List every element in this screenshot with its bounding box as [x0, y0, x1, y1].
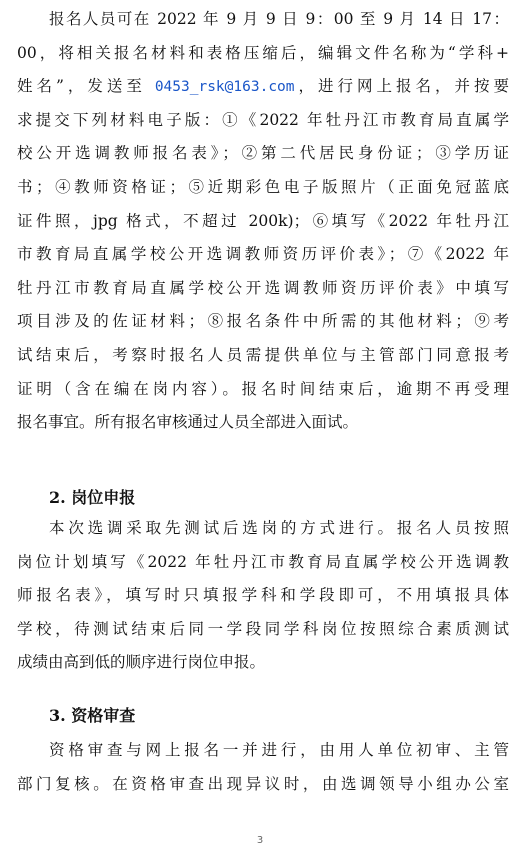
registration-paragraph — [17, 3, 509, 440]
paragraph-line: 校公开选调教师报名表》；②第二代居民身份证；③学历证 — [17, 144, 509, 163]
paragraph-line: 牡丹江市教育局直属学校公开选调教师资历评价表》中填写 — [17, 278, 509, 297]
page-number: 3 — [256, 835, 264, 846]
paragraph-line: 证件照，jpg 格式，不超过 200k)；⑥填写《2022 年牡丹江 — [17, 211, 509, 230]
paragraph-line — [17, 70, 509, 104]
paragraph-line: 书；④教师资格证；⑤近期彩色电子版照片（正面免冠蓝底 — [17, 177, 509, 196]
paragraph-line: 学校，待测试结束后同一学段同学科岗位按照综合素质测试 — [17, 619, 509, 638]
paragraph-line: 资格审查与网上报名一并进行，由用人单位初审、主管 — [49, 741, 509, 759]
position-application-paragraph — [17, 512, 509, 680]
paragraph-line: 部门复核。在资格审查出现异议时，由选调领导小组办公室 — [17, 774, 509, 793]
paragraph-line: 证明（含在编在岗内容）。报名时间结束后，逾期不再受理 — [17, 379, 509, 398]
qualification-review-paragraph — [17, 734, 509, 801]
paragraph-line: 报名人员可在 2022 年 9 月 9 日 9：00 至 9 月 14 日 17： — [49, 10, 509, 28]
paragraph-line: 市教育局直属学校公开选调教师资历评价表》；⑦《2022 年 — [17, 245, 509, 264]
paragraph-line: 岗位计划填写《2022 年牡丹江市教育局直属学校公开选调教 — [17, 552, 509, 571]
paragraph-line: 00，将相关报名材料和表格压缩后，编辑文件名称为“学科+ — [17, 43, 509, 62]
paragraph-line: 报名事宜。所有报名审核通过人员全部进入面试。 — [17, 413, 359, 432]
section-heading-qualification-review: 3. 资格审查 — [49, 706, 136, 725]
email-link[interactable]: 0453_rsk@163.com — [154, 79, 295, 96]
paragraph-line: 师报名表》，填写时只填报学科和学段即可，不用填报具体 — [17, 586, 509, 605]
paragraph-line: 成绩由高到低的顺序进行岗位申报。 — [17, 653, 266, 672]
paragraph-text: ，进行网上报名，并按要 — [294, 77, 509, 96]
section-heading-position-application: 2. 岗位申报 — [49, 488, 136, 507]
paragraph-line: 求提交下列材料电子版：①《2022 年牡丹江市教育局直属学 — [17, 110, 509, 129]
paragraph-line: 项目涉及的佐证材料；⑧报名条件中所需的其他材料；⑨考 — [17, 312, 509, 331]
paragraph-line: 本次选调采取先测试后选岗的方式进行。报名人员按照 — [49, 519, 509, 537]
paragraph-line: 试结束后，考察时报名人员需提供单位与主管部门同意报考 — [17, 345, 509, 364]
paragraph-text: 姓名”，发送至 — [17, 77, 155, 96]
